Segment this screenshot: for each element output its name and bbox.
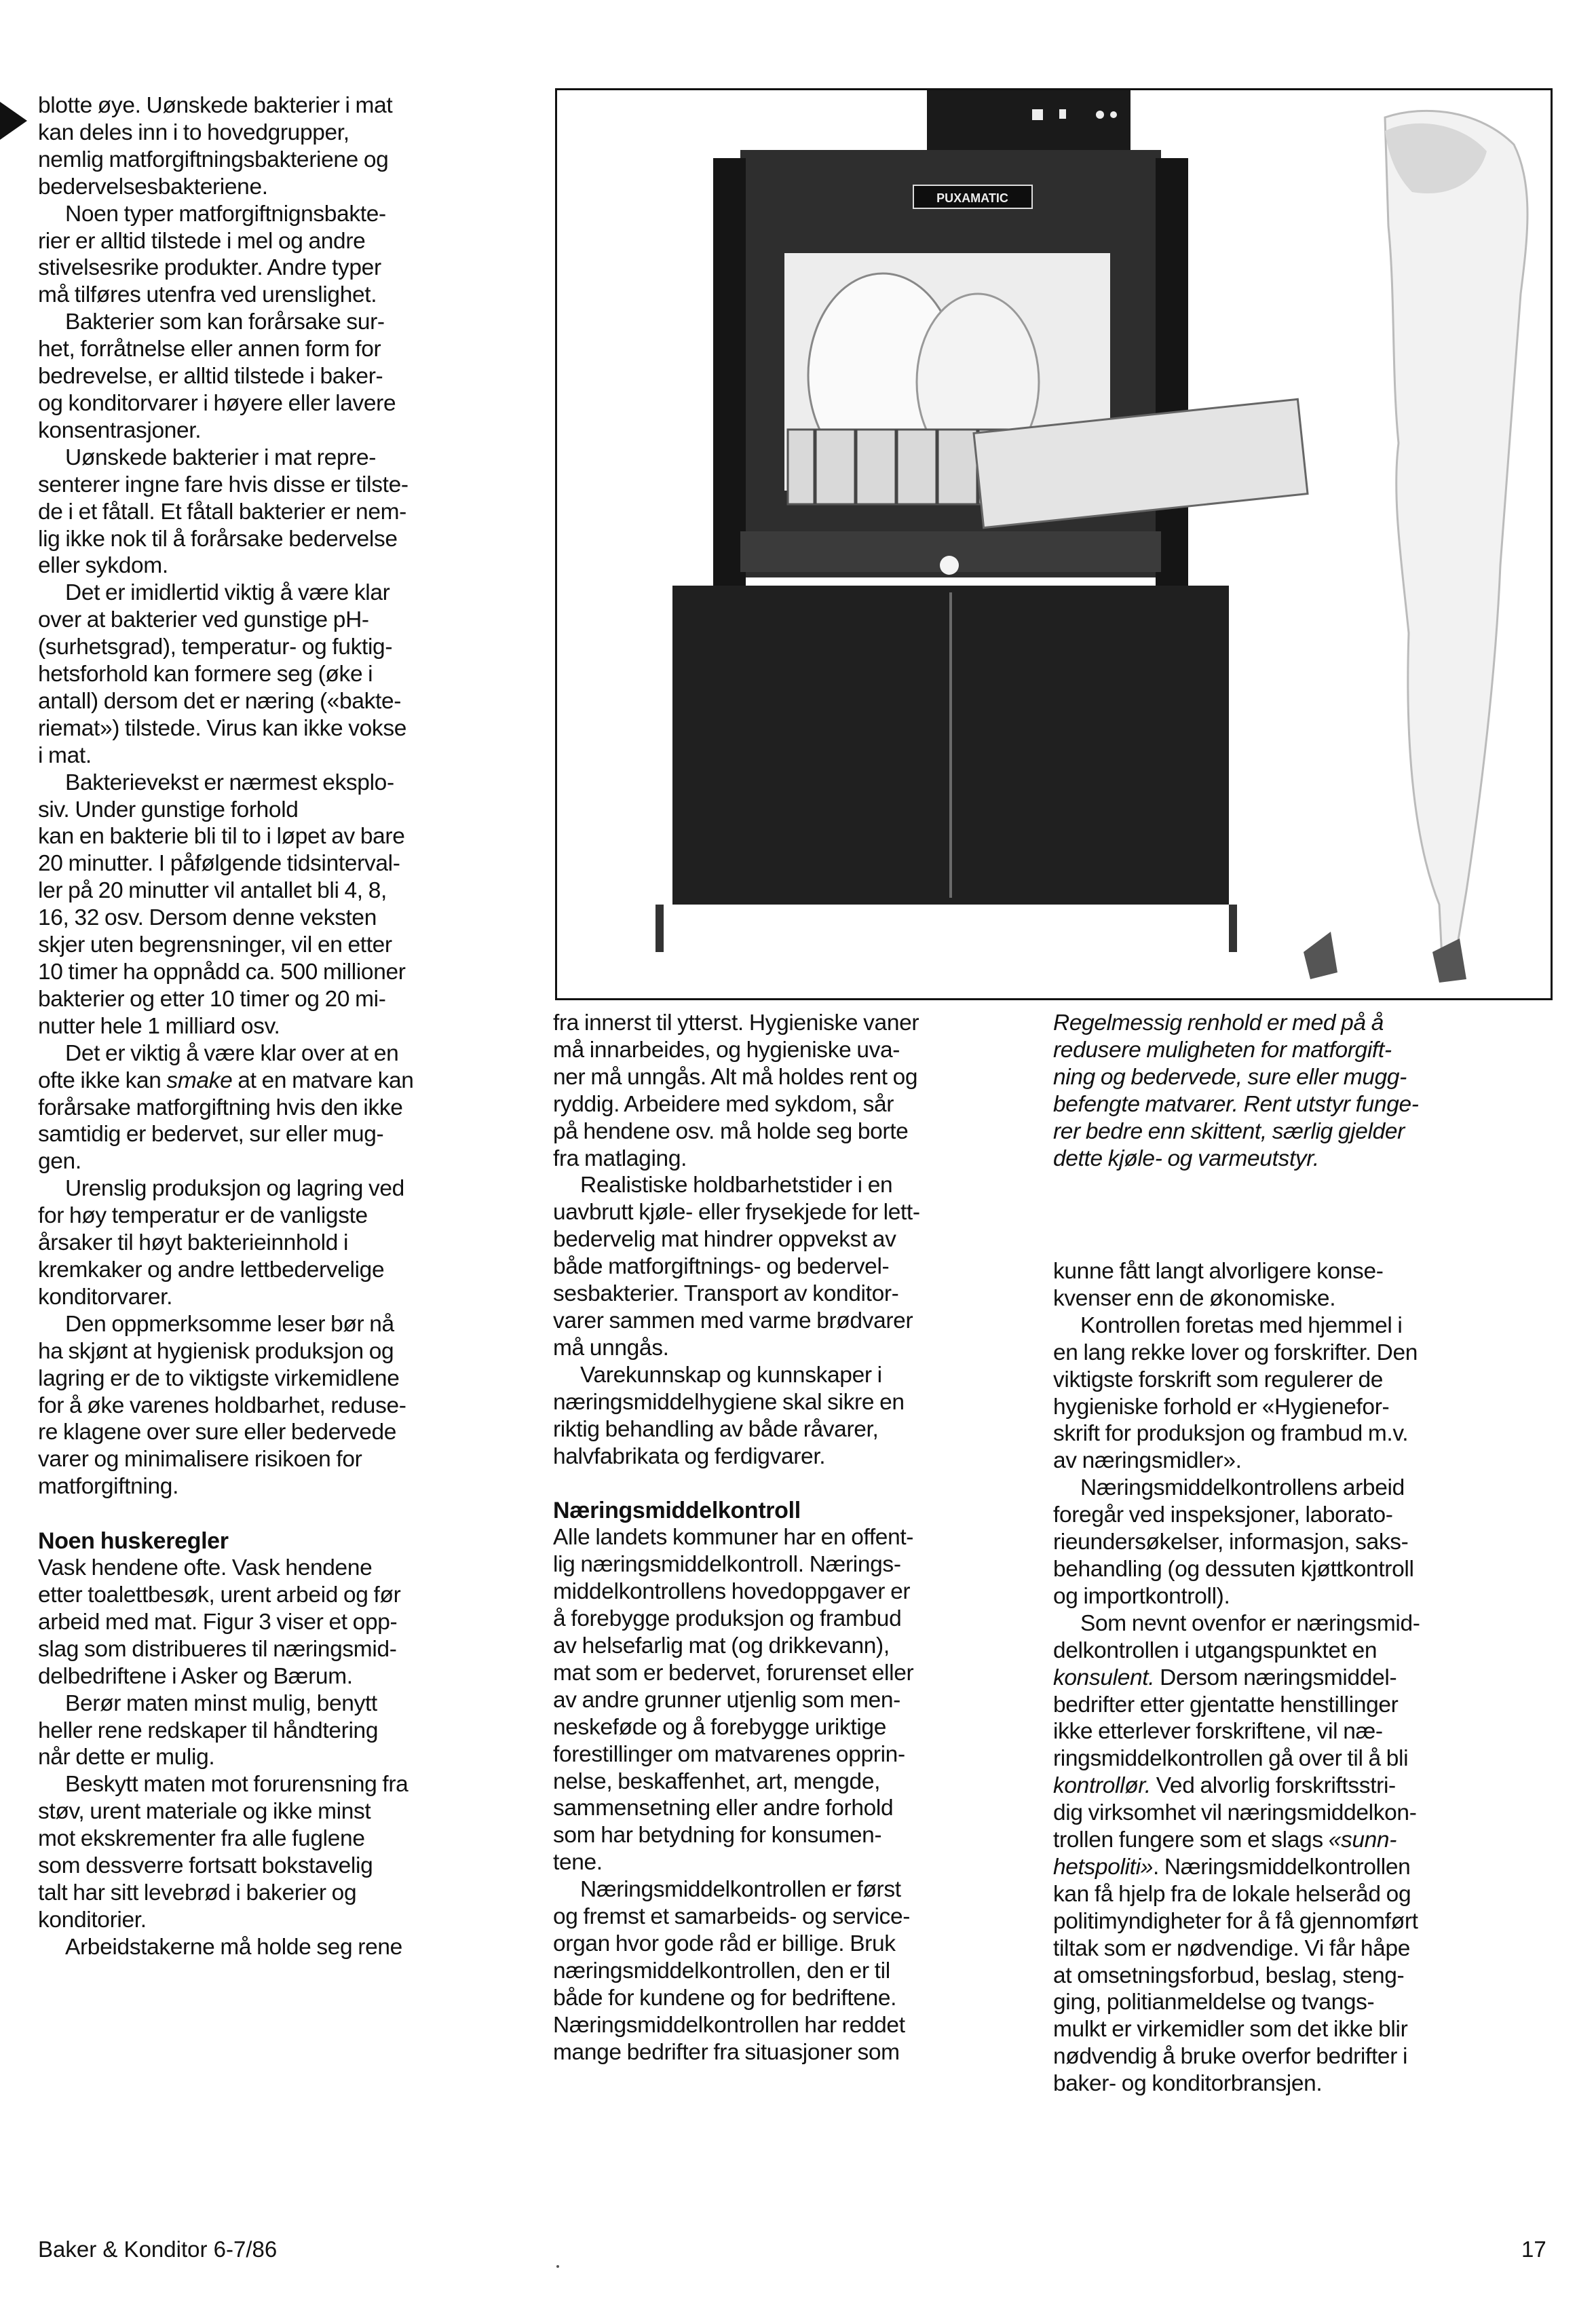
text-run: Ved alvorlig forskriftsstri- dig virksomhet vil næringsmiddelkon- trollen fungere som et slags	[1053, 1773, 1417, 1853]
paragraph	[38, 1040, 516, 1176]
caption-text: Regelmessig renhold er med på å redusere muligheten for matforgift- ning og bedervede, sure eller mugg- befengte matvarer. Rent utstyr funge- rer bedre enn skittent, særlig gjelder dette kjøle- og varmeutstyr.	[1053, 1010, 1419, 1171]
column-right	[1053, 1258, 1569, 2097]
dishwasher-photo	[555, 88, 1553, 1000]
text-run: Dersom næringsmiddel- bedrifter etter gjentatte henstillinger ikke etterlever forskriftene, vil næ- ringsmiddelkontrollen gå over til å bli	[1053, 1665, 1409, 1772]
shoe	[1304, 932, 1337, 979]
brand-label: PUXAMATIC	[936, 191, 1008, 205]
paragraph: Beskytt maten mot forurensning fra støv, urent materiale og ikke minst mot ekskrementer fra alle fuglene som dessverre fortsatt bokstavelig talt har sitt levebrød i bakerier og konditorier.	[38, 1772, 408, 1933]
text-run: . Næringsmiddelkontrollen kan få hjelp fra de lokale helseråd og politimyndigheter for å få gjennomført tiltak som er nødvendige. Vi får håpe at omsetningsforbud, beslag, steng- ging, politianmeldelse og tvangs- mulkt er virkemidler som det ikke blir nødvendig å bruke overfor bedrifter i baker- og konditorbransjen.	[1053, 1854, 1418, 2097]
paragraph	[1053, 1610, 1569, 2097]
paragraph: Bakterievekst er nærmest eksplo- siv. Under gunstige forhold kan en bakterie bli til to i løpet av bare 20 minutter. I påfølgende tidsinterval- ler på 20 minutter vil antallet bli 4, 8, 16, 32 osv. Dersom denne veksten skjer uten begrensninger, vil en etter 10 timer ha oppnådd ca. 500 millioner bakterier og etter 10 timer og 20 mi- nutter hele 1 milliard osv.	[38, 770, 406, 1039]
paragraph: Det er imidlertid viktig å være klar over at bakterier ved gunstige pH- (surhetsgrad), temperatur- og fuktig- hetsforhold kan formere seg (øke i antall) dersom det er næring («bakte- riemat») tilstede. Virus kan ikke vokse i mat.	[38, 580, 407, 768]
paragraph: Urenslig produksjon og lagring ved for høy temperatur er de vanligste årsaker til høyt bakterieinnhold i kremkaker og andre lettbedervelige konditorvarer.	[38, 1176, 404, 1310]
paragraph: kunne fått langt alvorligere konse- kvenser enn de økonomiske.	[1053, 1259, 1384, 1311]
paragraph: Uønskede bakterier i mat repre- senterer ingne fare hvis disse er tilste- de i et fåtall. Et fåtall bakterier er nem- lig ikke nok til å forårsake bedervelse eller sykdom.	[38, 444, 408, 579]
indicator-icon	[1059, 109, 1066, 119]
emphasis: kontrollør.	[1053, 1773, 1151, 1799]
paragraph: Den oppmerksomme leser bør nå ha skjønt at hygienisk produksjon og lagring er de to viktigste virkemidlene for å øke varenes holdbarhet, reduse- re klagene over sure eller bedervede varer og minimalisere risikoen for matforgiftning.	[38, 1311, 406, 1500]
column-left	[38, 92, 516, 1961]
emphasis: «sunn- hetspoliti»	[1053, 1827, 1397, 1880]
dishwasher-illustration	[557, 90, 1551, 998]
control-panel	[927, 90, 1130, 150]
column-middle	[553, 1010, 1048, 2066]
machine-side	[713, 158, 746, 592]
paragraph: fra innerst til ytterst. Hygieniske vaner må innarbeides, og hygieniske uva- ner må unngås. Alt må holdes rent og ryddig. Arbeidere med sykdom, sår på hendene osv. må holde seg borte fra matlaging.	[553, 1010, 919, 1171]
paragraph: Næringsmiddelkontrollen er først og fremst et samarbeids- og service- organ hvor gode råd er billige. Bruk næringsmiddelkontrollen, den er til både for kundene og for bedriftene. Næringsmiddelkontrollen har reddet mange bedrifter fra situasjoner som	[553, 1877, 911, 2065]
paragraph: Næringsmiddelkontrollens arbeid foregår ved inspeksjoner, laborato- rieundersøkelser, informasjon, saks- behandling (og dessuten kjøttkontroll og importkontroll).	[1053, 1475, 1414, 1609]
leg	[656, 905, 664, 952]
section-heading: Noen huskeregler	[38, 1528, 229, 1555]
paragraph: Bakterier som kan forårsake sur- het, forråtnelse eller annen form for bedrevelse, er alltid tilstede i baker- og konditorvarer i høyere eller lavere konsentrasjoner.	[38, 309, 396, 443]
photo-caption	[1053, 1010, 1569, 1172]
emphasis: konsulent.	[1053, 1665, 1155, 1690]
paragraph: Realistiske holdbarhetstider i en uavbrutt kjøle- eller frysekjede for lett- bedervelig mat hindrer oppvekst av både matforgiftnings- og bedervel- sesbakterier. Transport av konditor- varer sammen med varme brødvarer må unngås.	[553, 1173, 920, 1361]
indicator-icon	[1096, 111, 1104, 119]
indicator-icon	[1032, 109, 1043, 120]
section-heading: Næringsmiddelkontroll	[553, 1498, 801, 1524]
paragraph: Alle landets kommuner har en offent- lig næringsmiddelkontroll. Nærings- middelkontrollens hovedoppgaver er å forebygge produksjon og frambud av helsefarlig mat (og drikkevann), mat som er bedervet, forurenset eller av andre grunner utjenlig som men- neskeføde og å forebygge uriktige forestillinger om matvarenes opprin- nelse, beskaffenhet, art, mengde, sammensetning eller andre forhold som har betydning for konsumen- tene.	[553, 1525, 914, 1876]
paragraph: Berør maten minst mulig, benytt heller rene redskaper til håndtering når dette er mulig.	[38, 1690, 379, 1770]
continuation-arrow-icon	[0, 102, 27, 140]
door-handle	[940, 556, 959, 575]
paragraph: Kontrollen foretas med hjemmel i en lang rekke lover og forskrifter. Den viktigste forskrift som regulerer de hygieniske forhold er «Hygienefor- skrift for produksjon og frambud m.v. av næringsmidler».	[1053, 1312, 1418, 1474]
text-run: at en matvare kan forårsake matforgiftning hvis den ikke samtidig er bedervet, sur eller mug- gen.	[38, 1067, 414, 1175]
paragraph: blotte øye. Uønskede bakterier i mat kan deles inn i to hovedgrupper, nemlig matforgiftningsbakteriene og bedervelsesbakteriene.	[38, 93, 393, 200]
paragraph: Noen typer matforgiftnignsbakte- rier er alltid tilstede i mel og andre stivelsesrike produkter. Andre typer må tilføres utenfra ved urenslighet.	[38, 201, 386, 308]
page-number: 17	[1521, 2237, 1546, 2262]
text-run: Det er viktig å være klar over at en ofte ikke kan	[38, 1040, 399, 1093]
shoe	[1432, 938, 1466, 983]
print-speck	[556, 2265, 559, 2268]
paragraph: Vask hendene ofte. Vask hendene etter toalettbesøk, urent arbeid og før arbeid med mat. Figur 3 viser et opp- slag som distribueres til næringsmid- delbedriftene i Asker og Bærum.	[38, 1555, 401, 1689]
footer-publication: Baker & Konditor 6-7/86	[38, 2237, 278, 2262]
person-silhouette	[1385, 111, 1527, 972]
text-run: Som nevnt ovenfor er næringsmid- delkontrollen i utgangspunktet en	[1053, 1610, 1420, 1663]
emphasis: smake	[166, 1067, 233, 1093]
leg	[1229, 905, 1237, 952]
indicator-icon	[1110, 111, 1117, 118]
paragraph: Arbeidstakerne må holde seg rene	[65, 1934, 402, 1960]
paragraph: Varekunnskap og kunnskaper i næringsmiddelhygiene skal sikre en riktig behandling av både råvarer, halvfabrikata og ferdigvarer.	[553, 1362, 905, 1469]
machine-side	[1156, 158, 1188, 592]
